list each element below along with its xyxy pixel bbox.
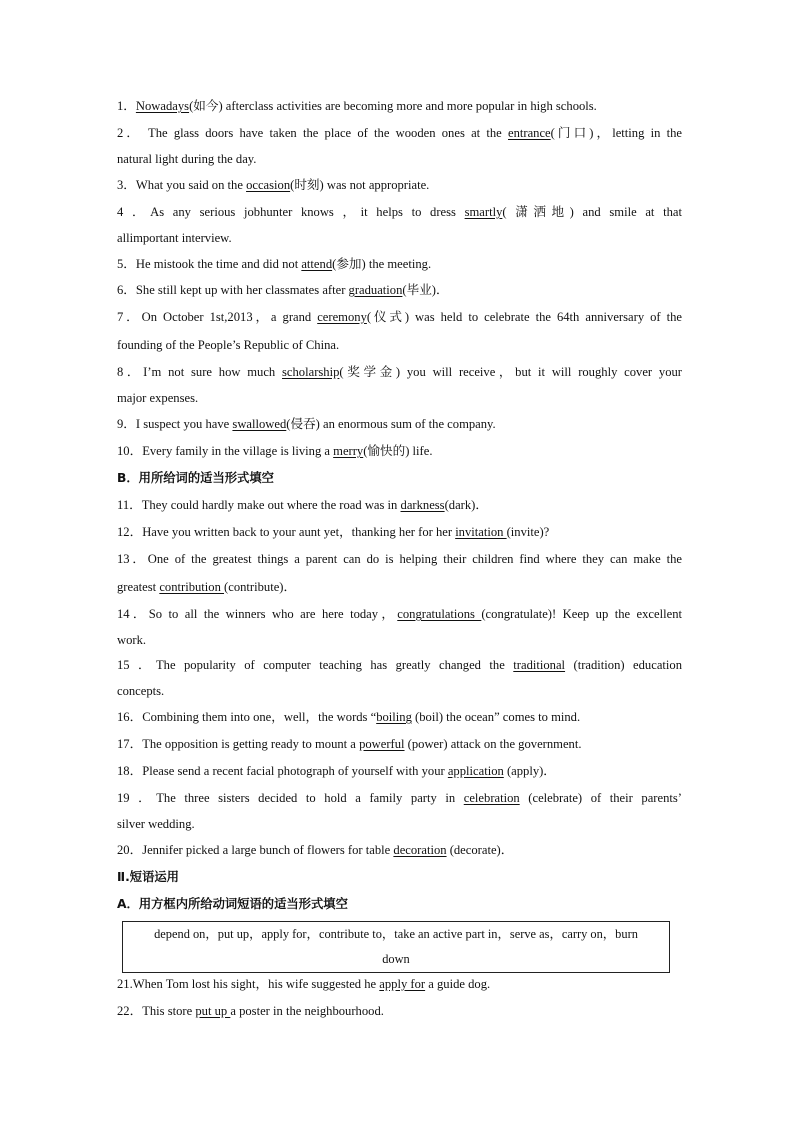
text: 11．They could hardly make out where the road was in [117,498,401,512]
text: major expenses. [117,391,199,405]
phrase-box-line-1: depend on，put up，apply for，contribute to，take an active part in，serve as，carry on，burn [154,927,638,941]
text: 6．She still kept up with her classmates after [117,283,349,297]
answer: invitation [455,525,507,539]
text: natural light during the day. [117,152,257,166]
text: founding of the People’s Republic of China. [117,338,340,352]
section-a-heading [117,896,682,913]
item-13-cont [117,579,682,596]
text: 1． [117,99,136,113]
item-2 [117,125,682,142]
item-11 [117,497,682,514]
text: (power) attack on the government. [404,737,582,751]
text: work. [117,633,147,647]
text: 9．I suspect you have [117,417,233,431]
text: 8．I’m not sure how much [117,365,283,379]
answer: attend [301,257,333,271]
answer: decoration [393,843,447,857]
item-7 [117,309,682,326]
text: (contribute)． [224,580,297,594]
item-15-cont [117,683,682,700]
section-ii-heading [117,869,682,886]
answer: Nowadays [135,99,190,113]
item-5 [117,256,682,273]
item-4 [117,204,682,221]
item-9 [117,416,682,433]
item-19 [117,790,682,807]
text: (congratulate)! Keep up the excellent [481,607,682,621]
text: (愉快的) life. [363,444,433,458]
answer: boiling [376,710,412,724]
item-2-cont [117,151,682,168]
text: silver wedding. [117,817,195,831]
text: (decorate)． [446,843,514,857]
answer: powerful [359,737,405,751]
item-14-cont [117,632,682,649]
item-4-cont [117,230,682,247]
item-21 [117,976,682,993]
item-13 [117,551,682,568]
answer: apply for [379,977,426,991]
text: 3．What you said on the [117,178,247,192]
text: (apply)． [503,764,556,778]
item-6 [117,282,682,299]
answer: graduation [348,283,403,297]
answer: merry [333,444,364,458]
phrase-box-line-2: down [382,952,410,966]
text: (celebrate) of their parents’ [519,791,682,805]
text: allimportant interview. [117,231,232,245]
text: 15 ．The popularity of computer teaching has greatly changed the [117,658,514,672]
text: (如今) afterclass activities are becoming more and more popular in high schools. [189,99,597,113]
text: 21.When Tom lost his sight，his wife suggested he [117,977,380,991]
item-20 [117,842,682,859]
section-b-heading [117,470,682,487]
text: (侵吞) an enormous sum of the company. [286,417,496,431]
item-12 [117,524,682,541]
text: 16．Combining them into one，well，the words “ [117,710,377,724]
text: 18．Please send a recent facial photograph of yourself with your [117,764,448,778]
text: (dark)． [444,498,488,512]
text: 7．On October 1st,2013，a grand [117,310,318,324]
text: 12．Have you written back to your aunt yet，thanking her for her [117,525,456,539]
text: 14．So to all the winners who are here today， [117,607,398,621]
answer: traditional [513,658,566,672]
answer: congratulations [397,607,482,621]
text: 2． The glass doors have taken the place of the wooden ones at the [117,126,508,140]
answer: ceremony [317,310,367,324]
answer: application [447,764,504,778]
item-17 [117,736,682,753]
item-14 [117,606,682,623]
text: 4 ．As any serious jobhunter knows ，it helps to dress [117,205,465,219]
text: ( 潇洒地) and smile at that [502,205,682,219]
item-15 [117,657,682,674]
text: 13．One of the greatest things a parent can do is helping their children find where they can make the [117,552,682,566]
text: 17．The opposition is getting ready to mount a [117,737,360,751]
text: Ⅱ.短语运用 [117,870,179,884]
item-18 [117,763,682,780]
text: (仪式) was held to celebrate the 64th anniversary of the [366,310,683,324]
item-3 [117,177,682,194]
answer: swallowed [232,417,287,431]
text: (boil) the ocean” comes to mind. [411,710,581,724]
item-8 [117,364,682,381]
answer: smartly [464,205,503,219]
text: 20．Jennifer picked a large bunch of flowers for table [117,843,394,857]
text: (时刻) was not appropriate. [290,178,430,192]
text: (invite)? [506,525,550,539]
text: 10．Every family in the village is living a [117,444,334,458]
text: A．用方框内所给动词短语的适当形式填空 [117,897,348,911]
item-22 [117,1003,682,1020]
answer: darkness [400,498,445,512]
answer: occasion [246,178,291,192]
text: (参加) the meeting. [332,257,432,271]
text: (奖学金) you will receive，but it will roughly cover your [339,365,682,379]
answer: entrance [508,126,551,140]
text: B．用所给词的适当形式填空 [117,471,274,485]
text: greatest [117,580,160,594]
text: 5．He mistook the time and did not [117,257,302,271]
item-19-cont [117,816,682,833]
text: a guide dog. [425,977,491,991]
item-10 [117,443,682,460]
answer: celebration [463,791,520,805]
answer: put up [195,1004,231,1018]
answer: scholarship [282,365,340,379]
item-8-cont [117,390,682,407]
item-7-cont [117,337,682,354]
item-1 [117,98,682,115]
phrase-box [122,921,670,973]
answer: contribution [159,580,225,594]
text: (毕业)． [402,283,449,297]
text: 19 ．The three sisters decided to hold a family party in [117,791,464,805]
text: concepts. [117,684,165,698]
text: 22．This store [117,1004,196,1018]
text: a poster in the neighbourhood. [230,1004,384,1018]
item-16 [117,709,682,726]
text: (门口)，letting in the [550,126,683,140]
text: (tradition) education [565,658,683,672]
